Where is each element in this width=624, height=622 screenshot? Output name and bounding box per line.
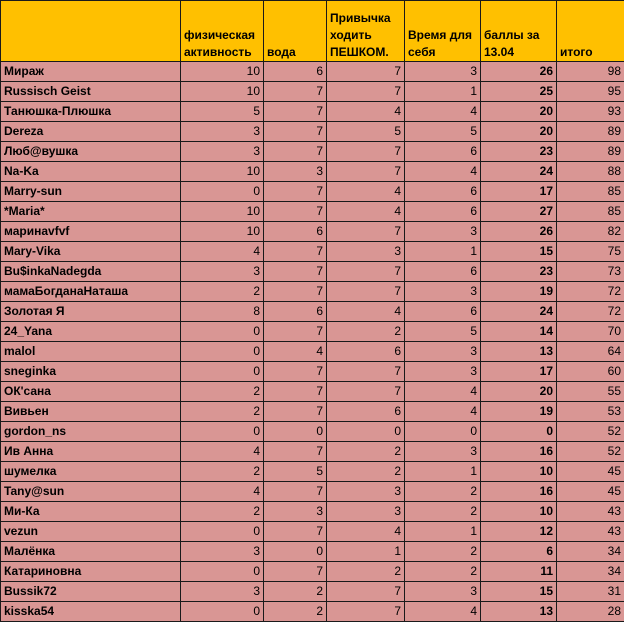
cell-points[interactable]: 15 [481,582,557,602]
cell-water[interactable]: 7 [264,242,327,262]
cell-points[interactable]: 0 [481,422,557,442]
cell-activity[interactable]: 2 [181,282,264,302]
cell-name[interactable]: Mary-Vika [1,242,181,262]
cell-self-time[interactable]: 4 [405,602,481,622]
cell-self-time[interactable]: 3 [405,62,481,82]
cell-total[interactable]: 95 [557,82,624,102]
cell-total[interactable]: 82 [557,222,624,242]
cell-points[interactable]: 17 [481,362,557,382]
cell-activity[interactable]: 4 [181,482,264,502]
cell-self-time[interactable]: 1 [405,82,481,102]
cell-name[interactable]: Na-Ka [1,162,181,182]
table-row [1,422,624,442]
cell-points[interactable]: 27 [481,202,557,222]
header-name[interactable] [1,1,181,62]
cell-total[interactable]: 31 [557,582,624,602]
cell-walking[interactable]: 3 [327,502,405,522]
cell-self-time[interactable]: 6 [405,302,481,322]
cell-water[interactable]: 2 [264,602,327,622]
cell-total[interactable]: 55 [557,382,624,402]
cell-water[interactable]: 7 [264,442,327,462]
cell-walking[interactable]: 4 [327,202,405,222]
cell-name[interactable]: Ив Анна [1,442,181,462]
cell-activity[interactable]: 10 [181,202,264,222]
cell-activity[interactable]: 10 [181,82,264,102]
cell-walking[interactable]: 3 [327,242,405,262]
cell-walking[interactable]: 2 [327,562,405,582]
cell-points[interactable]: 20 [481,122,557,142]
cell-activity[interactable]: 3 [181,262,264,282]
cell-self-time[interactable]: 3 [405,342,481,362]
cell-name[interactable]: Bu$inkaNadegda [1,262,181,282]
cell-name[interactable]: Мираж [1,62,181,82]
cell-activity[interactable]: 3 [181,122,264,142]
table-row [1,482,624,502]
table-row [1,242,624,262]
cell-self-time[interactable]: 3 [405,222,481,242]
cell-walking[interactable]: 2 [327,322,405,342]
cell-name[interactable]: Золотая Я [1,302,181,322]
cell-walking[interactable]: 4 [327,182,405,202]
header-activity[interactable]: физическая активность [181,1,264,62]
cell-name[interactable]: Вивьен [1,402,181,422]
cell-water[interactable]: 3 [264,162,327,182]
cell-points[interactable]: 12 [481,522,557,542]
cell-points[interactable]: 25 [481,82,557,102]
cell-activity[interactable]: 0 [181,522,264,542]
cell-points[interactable]: 24 [481,162,557,182]
cell-name[interactable]: Танюшка-Плюшка [1,102,181,122]
cell-water[interactable]: 6 [264,222,327,242]
cell-points[interactable]: 11 [481,562,557,582]
cell-total[interactable]: 53 [557,402,624,422]
cell-total[interactable]: 93 [557,102,624,122]
table-row [1,582,624,602]
table-row [1,262,624,282]
cell-points[interactable]: 19 [481,282,557,302]
cell-total[interactable]: 34 [557,562,624,582]
cell-self-time[interactable]: 5 [405,322,481,342]
cell-self-time[interactable]: 2 [405,482,481,502]
cell-points[interactable]: 13 [481,602,557,622]
cell-water[interactable]: 3 [264,502,327,522]
cell-activity[interactable]: 4 [181,442,264,462]
cell-self-time[interactable]: 3 [405,282,481,302]
cell-total[interactable]: 64 [557,342,624,362]
cell-walking[interactable]: 7 [327,602,405,622]
cell-water[interactable]: 6 [264,62,327,82]
cell-activity[interactable]: 0 [181,362,264,382]
cell-total[interactable]: 72 [557,302,624,322]
table-row [1,562,624,582]
cell-points[interactable]: 20 [481,102,557,122]
cell-name[interactable]: Ми-Ка [1,502,181,522]
header-points[interactable]: баллы за 13.04 [481,1,557,62]
cell-points[interactable]: 16 [481,442,557,462]
table-body [1,62,624,622]
table-row [1,362,624,382]
cell-points[interactable]: 19 [481,402,557,422]
table-row [1,302,624,322]
header-total[interactable]: итого [557,1,624,62]
table-row [1,222,624,242]
cell-water[interactable]: 7 [264,102,327,122]
table-row [1,162,624,182]
cell-total[interactable]: 28 [557,602,624,622]
cell-water[interactable]: 7 [264,82,327,102]
cell-name[interactable]: Russisch Geist [1,82,181,102]
cell-water[interactable]: 7 [264,522,327,542]
cell-activity[interactable]: 2 [181,402,264,422]
cell-activity[interactable]: 10 [181,222,264,242]
table-row [1,382,624,402]
cell-water[interactable]: 7 [264,122,327,142]
cell-name[interactable]: kisska54 [1,602,181,622]
cell-self-time[interactable]: 3 [405,362,481,382]
cell-total[interactable]: 72 [557,282,624,302]
cell-total[interactable]: 85 [557,202,624,222]
cell-walking[interactable]: 4 [327,102,405,122]
cell-total[interactable]: 52 [557,422,624,442]
table-row [1,82,624,102]
table-row [1,102,624,122]
cell-total[interactable]: 45 [557,462,624,482]
table-row [1,602,624,622]
cell-self-time[interactable]: 4 [405,162,481,182]
cell-walking[interactable]: 7 [327,362,405,382]
cell-total[interactable]: 45 [557,482,624,502]
cell-activity[interactable]: 2 [181,502,264,522]
cell-total[interactable]: 88 [557,162,624,182]
cell-water[interactable]: 5 [264,462,327,482]
cell-name[interactable]: Dereza [1,122,181,142]
cell-points[interactable]: 6 [481,542,557,562]
cell-total[interactable]: 89 [557,142,624,162]
cell-name[interactable]: 24_Yana [1,322,181,342]
table-row [1,202,624,222]
cell-name[interactable]: Bussik72 [1,582,181,602]
cell-name[interactable]: *Maria* [1,202,181,222]
cell-walking[interactable]: 2 [327,462,405,482]
cell-self-time[interactable]: 6 [405,182,481,202]
cell-self-time[interactable]: 0 [405,422,481,442]
table-row [1,122,624,142]
cell-total[interactable]: 89 [557,122,624,142]
cell-activity[interactable]: 0 [181,182,264,202]
cell-activity[interactable]: 0 [181,602,264,622]
cell-name[interactable]: malol [1,342,181,362]
cell-points[interactable]: 10 [481,462,557,482]
cell-name[interactable]: Marry-sun [1,182,181,202]
table-row [1,342,624,362]
table-row [1,182,624,202]
cell-water[interactable]: 4 [264,342,327,362]
cell-walking[interactable]: 4 [327,522,405,542]
cell-walking[interactable]: 7 [327,162,405,182]
cell-activity[interactable]: 10 [181,62,264,82]
cell-water[interactable]: 7 [264,382,327,402]
cell-self-time[interactable]: 6 [405,142,481,162]
cell-self-time[interactable]: 3 [405,442,481,462]
cell-walking[interactable]: 6 [327,402,405,422]
cell-activity[interactable]: 0 [181,342,264,362]
cell-name[interactable]: Катариновна [1,562,181,582]
table-row [1,502,624,522]
cell-walking[interactable]: 0 [327,422,405,442]
cell-activity[interactable]: 3 [181,582,264,602]
cell-points[interactable]: 26 [481,62,557,82]
cell-total[interactable]: 52 [557,442,624,462]
table-row [1,322,624,342]
cell-water[interactable]: 2 [264,582,327,602]
table-row [1,442,624,462]
cell-self-time[interactable]: 1 [405,522,481,542]
table-row [1,462,624,482]
cell-name[interactable]: Tany@sun [1,482,181,502]
cell-activity[interactable]: 8 [181,302,264,322]
cell-self-time[interactable]: 1 [405,462,481,482]
cell-water[interactable]: 7 [264,182,327,202]
cell-name[interactable]: шумелка [1,462,181,482]
cell-self-time[interactable]: 4 [405,402,481,422]
cell-activity[interactable]: 0 [181,422,264,442]
cell-water[interactable]: 7 [264,402,327,422]
header-self-time[interactable]: Время для себя [405,1,481,62]
cell-walking[interactable]: 1 [327,542,405,562]
cell-walking[interactable]: 7 [327,62,405,82]
cell-walking[interactable]: 2 [327,442,405,462]
cell-total[interactable]: 75 [557,242,624,262]
cell-points[interactable]: 23 [481,142,557,162]
cell-name[interactable]: Люб@вушка [1,142,181,162]
table-row [1,142,624,162]
cell-points[interactable]: 26 [481,222,557,242]
cell-points[interactable]: 24 [481,302,557,322]
cell-activity[interactable]: 2 [181,382,264,402]
cell-total[interactable]: 73 [557,262,624,282]
cell-walking[interactable]: 7 [327,262,405,282]
cell-walking[interactable]: 3 [327,482,405,502]
cell-self-time[interactable]: 2 [405,502,481,522]
cell-walking[interactable]: 7 [327,382,405,402]
cell-name[interactable]: маринаvfvf [1,222,181,242]
cell-points[interactable]: 20 [481,382,557,402]
cell-total[interactable]: 43 [557,522,624,542]
cell-points[interactable]: 10 [481,502,557,522]
cell-activity[interactable]: 4 [181,242,264,262]
cell-points[interactable]: 17 [481,182,557,202]
cell-walking[interactable]: 7 [327,142,405,162]
cell-activity[interactable]: 0 [181,322,264,342]
cell-self-time[interactable]: 4 [405,382,481,402]
cell-total[interactable]: 43 [557,502,624,522]
table-row [1,522,624,542]
cell-total[interactable]: 60 [557,362,624,382]
cell-walking[interactable]: 7 [327,222,405,242]
cell-name[interactable]: Малёнка [1,542,181,562]
cell-water[interactable]: 7 [264,562,327,582]
cell-walking[interactable]: 5 [327,122,405,142]
cell-total[interactable]: 98 [557,62,624,82]
header-walking[interactable]: Привычка ходить ПЕШКОМ. [327,1,405,62]
header-water[interactable]: вода [264,1,327,62]
cell-name[interactable]: vezun [1,522,181,542]
cell-activity[interactable]: 3 [181,542,264,562]
cell-name[interactable]: gordon_ns [1,422,181,442]
cell-self-time[interactable]: 4 [405,102,481,122]
cell-activity[interactable]: 5 [181,102,264,122]
cell-self-time[interactable]: 6 [405,202,481,222]
cell-water[interactable]: 7 [264,282,327,302]
cell-points[interactable]: 15 [481,242,557,262]
cell-water[interactable]: 7 [264,322,327,342]
cell-activity[interactable]: 3 [181,142,264,162]
table-row [1,402,624,422]
cell-self-time[interactable]: 2 [405,562,481,582]
cell-walking[interactable]: 4 [327,302,405,322]
cell-total[interactable]: 70 [557,322,624,342]
cell-points[interactable]: 16 [481,482,557,502]
cell-name[interactable]: ОК'сана [1,382,181,402]
cell-water[interactable]: 7 [264,202,327,222]
cell-activity[interactable]: 10 [181,162,264,182]
table-row [1,62,624,82]
cell-total[interactable]: 85 [557,182,624,202]
cell-water[interactable]: 7 [264,362,327,382]
cell-self-time[interactable]: 1 [405,242,481,262]
cell-walking[interactable]: 7 [327,82,405,102]
cell-points[interactable]: 23 [481,262,557,282]
cell-walking[interactable]: 7 [327,282,405,302]
cell-activity[interactable]: 2 [181,462,264,482]
cell-water[interactable]: 7 [264,262,327,282]
cell-self-time[interactable]: 5 [405,122,481,142]
cell-total[interactable]: 34 [557,542,624,562]
cell-water[interactable]: 0 [264,542,327,562]
cell-water[interactable]: 0 [264,422,327,442]
table-row [1,282,624,302]
cell-self-time[interactable]: 6 [405,262,481,282]
cell-name[interactable]: мамаБогданаНаташа [1,282,181,302]
cell-water[interactable]: 6 [264,302,327,322]
cell-points[interactable]: 14 [481,322,557,342]
cell-walking[interactable]: 6 [327,342,405,362]
cell-water[interactable]: 7 [264,482,327,502]
table-row [1,542,624,562]
cell-water[interactable]: 7 [264,142,327,162]
cell-name[interactable]: sneginka [1,362,181,382]
header-row [1,1,624,62]
cell-walking[interactable]: 7 [327,582,405,602]
cell-self-time[interactable]: 2 [405,542,481,562]
cell-activity[interactable]: 0 [181,562,264,582]
cell-points[interactable]: 13 [481,342,557,362]
cell-self-time[interactable]: 3 [405,582,481,602]
